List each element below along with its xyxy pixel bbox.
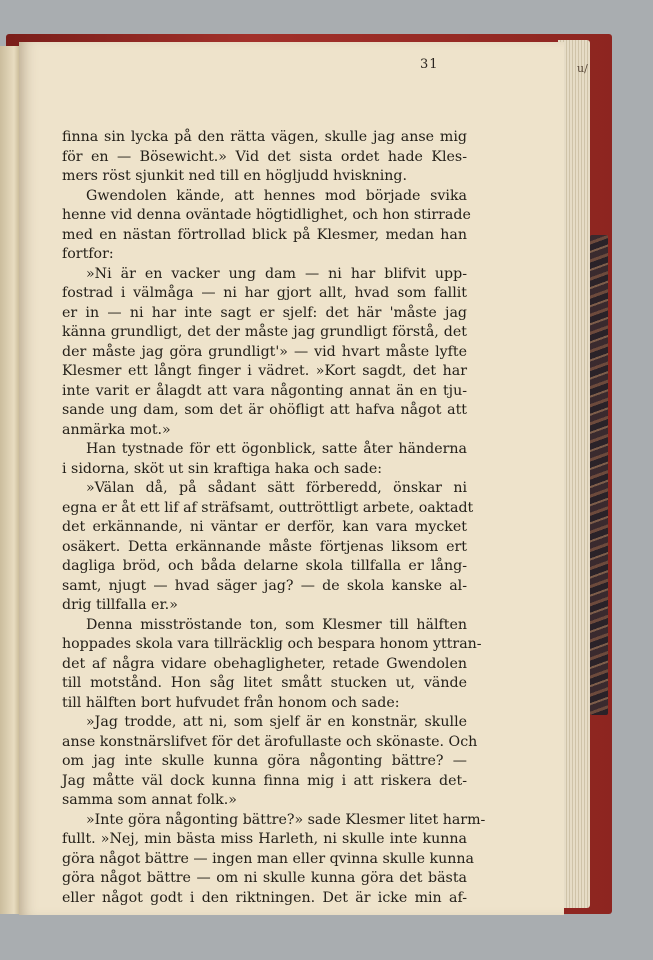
text-line: finna sin lycka på den rätta vägen, skulle jag anse mig — [62, 129, 467, 145]
text-line: om jag inte skulle kunna göra någonting bättre? — — [62, 753, 467, 769]
text-line: samt, njugt — hvad säger jag? — de skola kanske al- — [62, 577, 467, 594]
text-line: till motstånd. Hon såg litet smått stucken ut, vände — [62, 675, 467, 691]
text-line: der måste jag göra grundligt'» — vid hvart måste lyfte — [62, 343, 467, 360]
text-line: samma som annat folk.» — [62, 792, 237, 808]
text-line: till hälften bort hufvudet från honom och sade: — [62, 694, 400, 711]
text-line: Denna misströstande ton, som Klesmer till hälften — [86, 616, 467, 633]
left-facing-page — [0, 46, 20, 914]
text-line: göra något bättre — om ni skulle kunna göra det bästa — [62, 870, 467, 886]
text-line: Jag måtte väl dock kunna finna mig i att riskera det- — [62, 772, 467, 789]
text-line: eller något godt i den riktningen. Det är icke min af- — [62, 889, 467, 906]
text-line: egna er åt ett lif af sträfsamt, outtröttligt arbete, oaktadt — [62, 499, 474, 516]
text-line: fortfor: — [62, 246, 114, 262]
text-line: med en nästan förtrollad blick på Klesmer, medan han — [62, 226, 467, 243]
text-line: »Välan då, på sådant sätt förberedd, önskar ni — [86, 480, 467, 496]
text-line: anse konstnärslifvet för det ärofullaste och skönaste. Och — [62, 733, 478, 750]
text-line: henne vid denna oväntade högtidlighet, och hon stirrade — [62, 207, 471, 223]
text-line: anmärka mot.» — [62, 421, 171, 438]
text-line: drig tillfalla er.» — [62, 597, 178, 613]
text-line: mers röst sjunkit ned till en högljudd hviskning. — [62, 168, 408, 184]
text-line: »Ni är en vacker ung dam — ni har blifvit upp- — [86, 265, 467, 282]
text-line: Han tystnade för ett ögonblick, satte åter händerna — [86, 441, 467, 457]
text-line: osäkert. Detta erkännande måste förtjenas liksom ert — [62, 538, 467, 555]
text-line: »Inte göra någonting bättre?» sade Klesmer litet harm- — [86, 811, 486, 828]
edge-mark: u/ — [577, 62, 588, 75]
page-number: 31 — [420, 57, 439, 72]
marbled-spine — [590, 235, 608, 715]
text-line: i sidorna, sköt ut sin kraftiga haka och sade: — [62, 460, 383, 477]
text-line: dagliga bröd, och båda delarne skola tillfalla er lång- — [62, 558, 467, 574]
text-line: er in — ni har inte sagt er sjelf: det här 'måste jag — [62, 304, 467, 321]
text-line: hoppades skola vara tillräcklig och bespara honom yttran- — [62, 636, 482, 652]
text-line: det erkännande, ni väntar er derför, kan vara mycket — [62, 519, 467, 535]
text-line: inte varit er ålagdt att vara någonting annat än en tju- — [62, 382, 467, 399]
text-line: göra något bättre — ingen man eller qvinna skulle kunna — [62, 850, 474, 867]
text-line: Gwendolen kände, att hennes mod började svika — [86, 187, 467, 204]
text-line: känna grundligt, det der måste jag grundligt förstå, det — [62, 324, 467, 340]
text-line: fullt. »Nej, min bästa miss Harleth, ni skulle inte kunna — [62, 831, 467, 847]
text-line: det af några vidare obehagligheter, retade Gwendolen — [62, 655, 467, 672]
page-text — [62, 128, 486, 908]
text-line: sande ung dam, som det är ohöfligt att hafva något att — [62, 402, 467, 418]
text-line: för en — Bösewicht.» Vid det sista ordet hade Kles- — [62, 148, 467, 165]
text-line: fostrad i välmåga — ni har gjort allt, hvad som fallit — [62, 285, 467, 301]
text-line: »Jag trodde, att ni, som sjelf är en konstnär, skulle — [86, 714, 467, 730]
text-line: Klesmer ett långt finger i vädret. »Kort sagdt, det har — [62, 363, 467, 379]
